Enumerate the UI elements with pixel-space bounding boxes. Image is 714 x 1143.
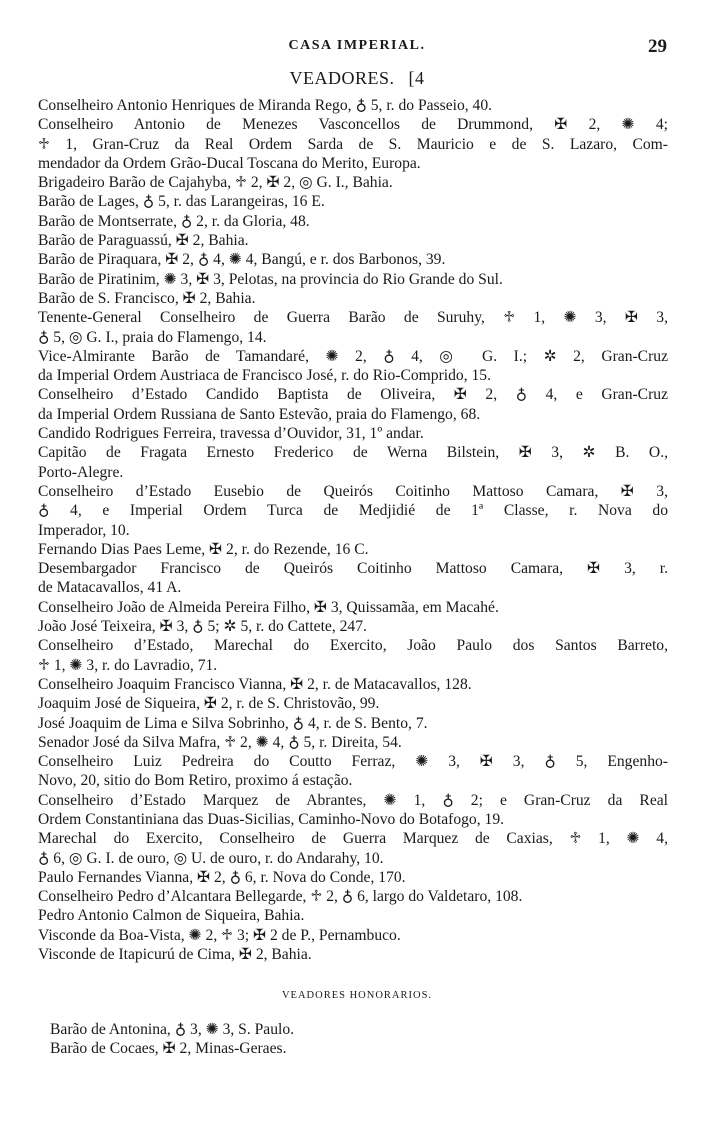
entry-line: Barão de Paraguassú, ✠ 2, Bahia. xyxy=(38,232,249,250)
entry-line: João José Teixeira, ✠ 3, ♁ 5; ✲ 5, r. do Cattete, 247. xyxy=(38,618,367,636)
list-item xyxy=(38,231,668,250)
list-item xyxy=(38,192,668,211)
list-item xyxy=(38,443,668,482)
entry-line: Visconde da Boa-Vista, ✺ 2, ♱ 3; ✠ 2 de P., Pernambuco. xyxy=(38,926,401,944)
list-item xyxy=(38,289,668,308)
list-item xyxy=(38,887,668,906)
list-item xyxy=(38,212,668,231)
list-item xyxy=(38,540,668,559)
entry-line: Pedro Antonio Calmon de Siqueira, Bahia. xyxy=(38,907,305,925)
entry-line: ♁ 4, e Imperial Ordem Turca de Medjidié de 1ª Classe, r. Nova do xyxy=(38,502,668,520)
entry-line: Fernando Dias Paes Leme, ✠ 2, r. do Rezende, 16 C. xyxy=(38,540,369,558)
list-item xyxy=(38,617,668,636)
entry-line: Vice-Almirante Barão de Tamandaré, ✺ 2, ♁ 4, ◎ G. I.; ✲ 2, Gran-Cruz xyxy=(38,347,668,365)
entry-line: Ordem Constantiniana das Duas-Sicilias, Caminho-Novo do Botafogo, 19. xyxy=(38,810,505,828)
entry-line: Conselheiro João de Almeida Pereira Filho, ✠ 3, Quissamãa, em Macahé. xyxy=(38,598,499,616)
list-item xyxy=(38,945,668,964)
entry-line: Conselheiro d’Estado, Marechal do Exercito, João Paulo dos Santos Barreto, xyxy=(38,637,668,655)
section-title xyxy=(0,68,714,89)
entry-line: Capitão de Fragata Ernesto Frederico de Werna Bilstein, ✠ 3, ✲ B. O., xyxy=(38,444,668,462)
entry-line: da Imperial Ordem Russiana de Santo Estevão, praia do Flamengo, 68. xyxy=(38,405,481,423)
list-item xyxy=(38,675,668,694)
entry-line: Novo, 20, sitio do Bom Retiro, proximo á estação. xyxy=(38,772,353,790)
running-head xyxy=(0,38,714,58)
entry-line: Candido Rodrigues Ferreira, travessa d’Ouvidor, 31, 1º andar. xyxy=(38,425,424,443)
list-item xyxy=(38,636,668,675)
entry-line: Conselheiro Antonio Henriques de Miranda Rego, ♁ 5, r. do Passeio, 40. xyxy=(38,97,493,114)
entry-line: Marechal do Exercito, Conselheiro de Guerra Marquez de Caxias, ♱ 1, ✺ 4, xyxy=(38,830,668,848)
entry-line: Brigadeiro Barão de Cajahyba, ♱ 2, ✠ 2, ◎ G. I., Bahia. xyxy=(38,174,393,192)
honorary-item: Barão de Antonina, ♁ 3, ✺ 3, S. Paulo. xyxy=(50,1021,295,1038)
page-number: 29 xyxy=(648,36,667,57)
entry-line: Barão de Montserrate, ♁ 2, r. da Gloria, 48. xyxy=(38,212,310,230)
list-item xyxy=(38,308,668,347)
entry-line: Barão de Piratinim, ✺ 3, ✠ 3, Pelotas, na provincia do Rio Grande do Sul. xyxy=(38,270,503,288)
entry-line: Imperador, 10. xyxy=(38,521,130,539)
entry-line: Conselheiro d’Estado Candido Baptista de Oliveira, ✠ 2, ♁ 4, e Gran-Cruz xyxy=(38,386,668,404)
entry-line: Desembargador Francisco de Queirós Coitinho Mattoso Camara, ✠ 3, r. xyxy=(38,560,668,578)
entry-line: Conselheiro d’Estado Marquez de Abrantes, ✺ 1, ♁ 2; e Gran-Cruz da Real xyxy=(38,791,668,809)
entry-line: Joaquim José de Siqueira, ✠ 2, r. de S. Christovão, 99. xyxy=(38,695,380,713)
running-title: CASA IMPERIAL. xyxy=(288,38,426,53)
list-item xyxy=(38,115,668,173)
section-title-text: VEADORES. xyxy=(289,68,395,88)
list-item xyxy=(38,173,668,192)
list-item xyxy=(38,714,668,733)
list-item xyxy=(38,906,668,925)
honorary-title: VEADORES HONORARIOS. xyxy=(281,990,433,1001)
list-item xyxy=(38,250,668,269)
entries-list xyxy=(38,96,668,964)
entry-line: ♱ 1, ✺ 3, r. do Lavradio, 71. xyxy=(38,656,218,674)
list-item xyxy=(38,791,668,830)
honorary-list xyxy=(50,1020,650,1059)
entry-line: ♁ 6, ◎ G. I. de ouro, ◎ U. de ouro, r. do Andarahy, 10. xyxy=(38,849,384,867)
list-item xyxy=(38,482,668,540)
entry-line: Conselheiro Antonio de Menezes Vasconcellos de Drummond, ✠ 2, ✺ 4; xyxy=(38,116,668,134)
list-item xyxy=(38,96,668,115)
list-item xyxy=(38,559,668,598)
list-item xyxy=(38,752,668,791)
list-item xyxy=(38,385,668,424)
list-item xyxy=(38,424,668,443)
entry-line: Paulo Fernandes Vianna, ✠ 2, ♁ 6, r. Nova do Conde, 170. xyxy=(38,868,406,886)
list-item xyxy=(38,347,668,386)
entry-line: Conselheiro Luiz Pedreira do Coutto Ferraz, ✺ 3, ✠ 3, ♁ 5, Engenho- xyxy=(38,753,668,771)
list-item xyxy=(38,926,668,945)
entry-line: Conselheiro Pedro d’Alcantara Bellegarde, ♱ 2, ♁ 6, largo do Valdetaro, 108. xyxy=(38,888,523,906)
list-item xyxy=(38,868,668,887)
entry-line: Porto-Alegre. xyxy=(38,463,124,481)
list-item xyxy=(38,270,668,289)
entry-line: Barão de Piraquara, ✠ 2, ♁ 4, ✺ 4, Bangú, e r. dos Barbonos, 39. xyxy=(38,251,446,269)
entry-line: ♁ 5, ◎ G. I., praia do Flamengo, 14. xyxy=(38,328,267,346)
entry-line: Senador José da Silva Mafra, ♱ 2, ✺ 4, ♁ 5, r. Direita, 54. xyxy=(38,733,402,751)
entry-line: José Joaquim de Lima e Silva Sobrinho, ♁ 4, r. de S. Bento, 7. xyxy=(38,714,428,732)
entry-line: da Imperial Ordem Austriaca de Francisco José, r. do Rio-Comprido, 15. xyxy=(38,367,491,385)
entry-line: ♱ 1, Gran-Cruz da Real Ordem Sarda de S. Mauricio e de S. Lazaro, Com- xyxy=(38,135,668,153)
entry-line: de Matacavallos, 41 A. xyxy=(38,579,182,597)
entry-line: Tenente-General Conselheiro de Guerra Barão de Suruhy, ♱ 1, ✺ 3, ✠ 3, xyxy=(38,309,668,327)
section-bracket: [4 xyxy=(408,68,425,88)
list-item xyxy=(38,733,668,752)
honorary-item: Barão de Cocaes, ✠ 2, Minas-Geraes. xyxy=(50,1040,287,1058)
list-item xyxy=(38,829,668,868)
entry-line: Conselheiro d’Estado Eusebio de Queirós Coitinho Mattoso Camara, ✠ 3, xyxy=(38,482,668,500)
entry-line: Conselheiro Joaquim Francisco Vianna, ✠ 2, r. de Matacavallos, 128. xyxy=(38,675,472,693)
entry-line: Barão de S. Francisco, ✠ 2, Bahia. xyxy=(38,289,256,307)
entry-line: mendador da Ordem Grão-Ducal Toscana do Merito, Europa. xyxy=(38,154,421,172)
list-item xyxy=(38,598,668,617)
entry-line: Visconde de Itapicurú de Cima, ✠ 2, Bahia. xyxy=(38,946,312,964)
entry-line: Barão de Lages, ♁ 5, r. das Larangeiras, 16 E. xyxy=(38,193,325,211)
list-item xyxy=(38,694,668,713)
